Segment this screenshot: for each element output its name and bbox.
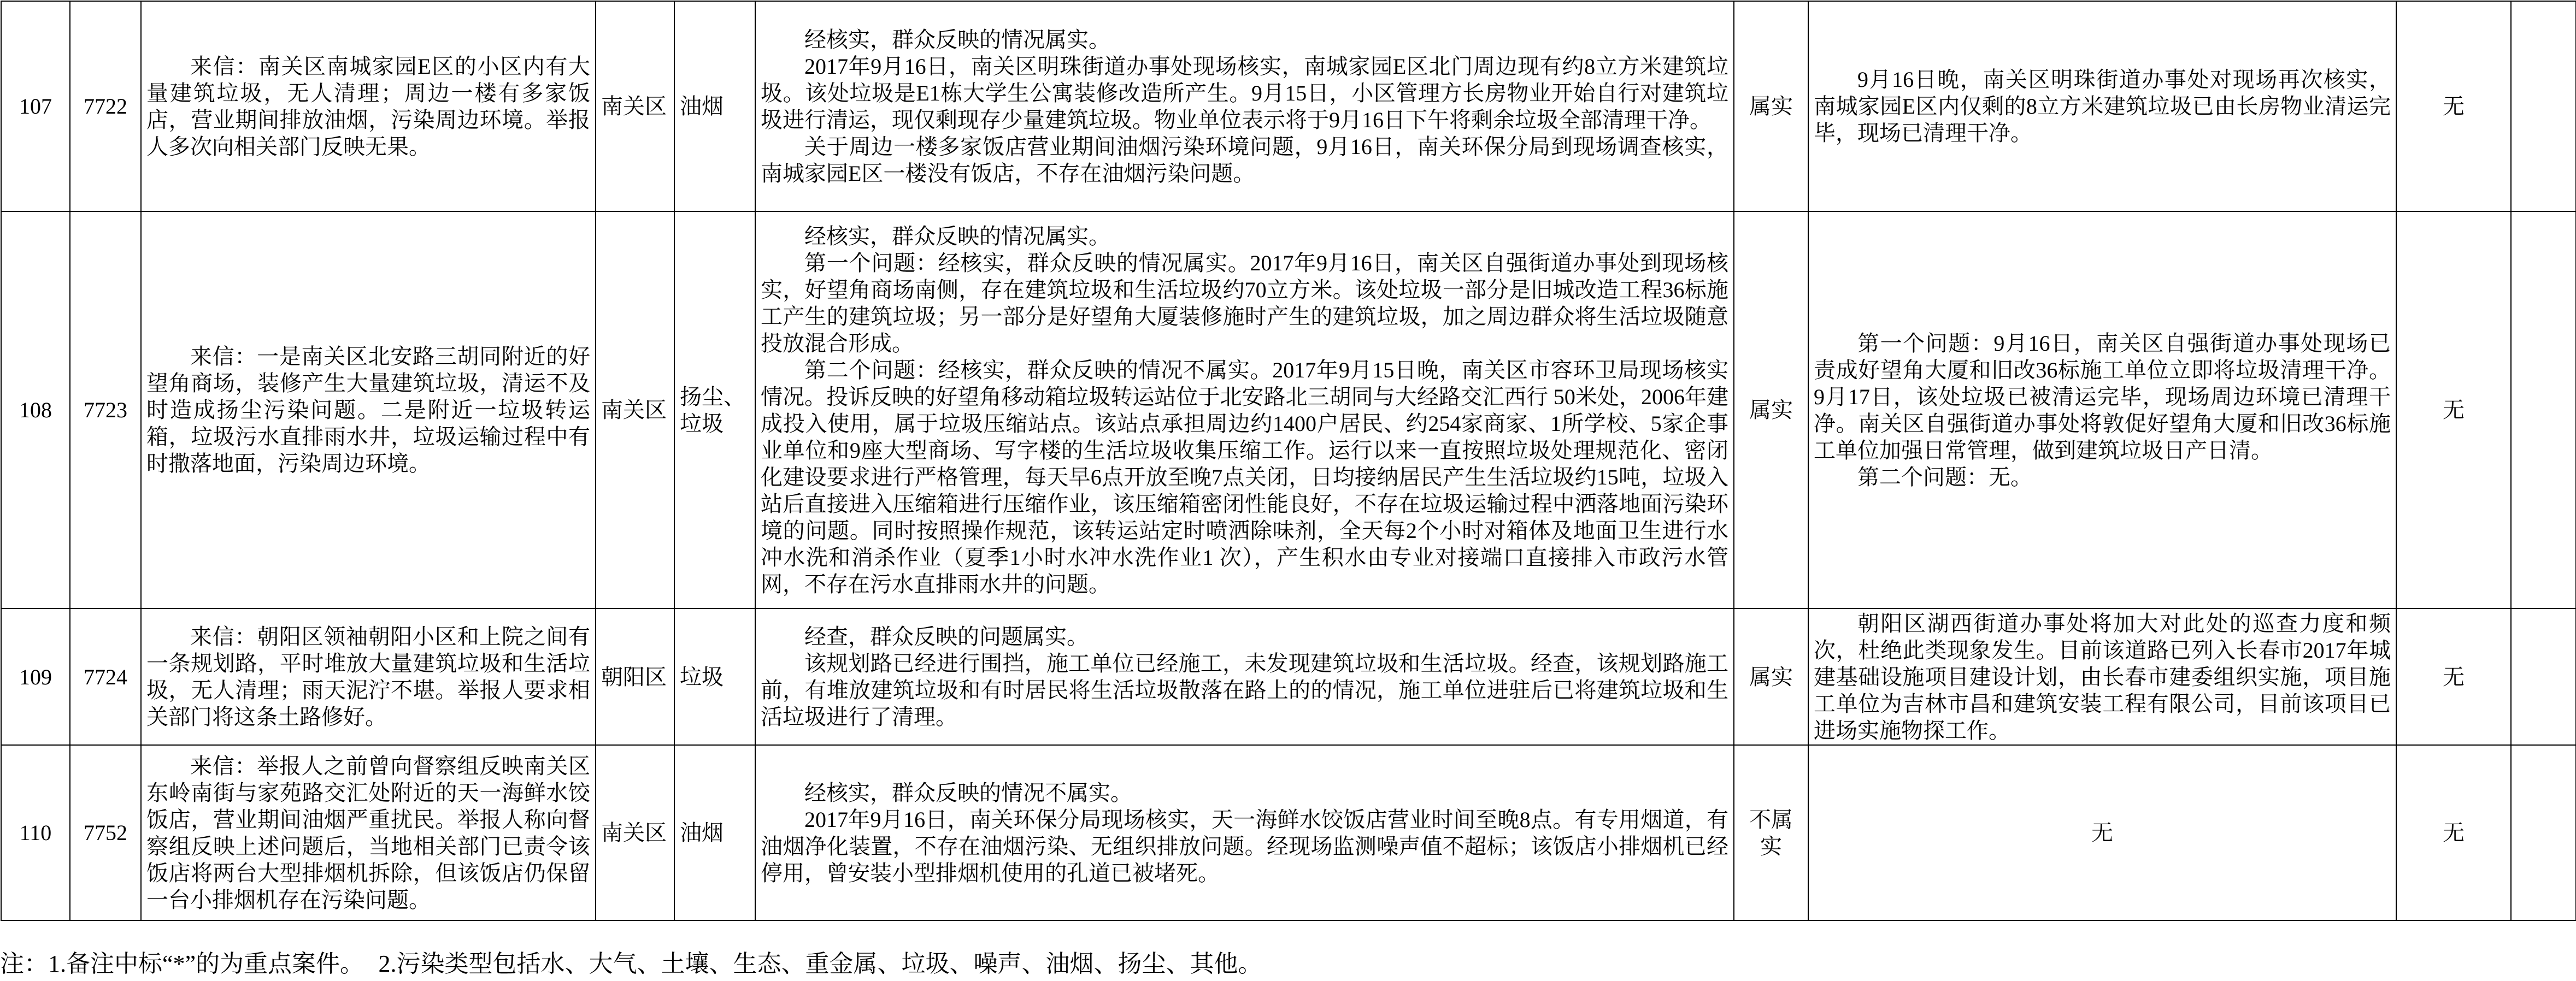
letter-text: 来信：举报人之前曾向督察组反映南关区东岭南街与家苑路交汇处附近的天一海鲜水饺饭店，营业期间油烟严重扰民。举报人称向督察组反映上述问题后，当地相关部门已责令该饭店将两台大型排烟机拆除，但该饭店仍保留一台小排烟机存在污染问题。 bbox=[146, 753, 590, 912]
table-row bbox=[1, 211, 2576, 608]
accountability-cell: 无 bbox=[2396, 211, 2511, 608]
verification-paragraph: 第二个问题：经核实，群众反映的情况不属实。2017年9月15日晚，南关区市容环卫局现场核实情况。投诉反映的好望角移动箱垃圾转运站位于北安路北三胡同与大经路交汇西行 50米处，2006年建成投入使用，属于垃圾压缩站点。该站点承担周边约1400户居民、约254家商家、1所学校、5家企事业单位和9座大型商场、写字楼的生活垃圾收集压缩工作。运行以来一直按照垃圾处理规范化、密闭化建设要求进行严格管理，每天早6点开放至晚7点关闭，日均接纳居民产生生活垃圾约15吨，垃圾入站后直接进入压缩箱进行压缩作业，该压缩箱密闭性能良好，不存在垃圾运输过程中洒落地面污染环境的问题。同时按照操作规范，该转运站定时喷洒除味剂，全天每2个小时对箱体及地面卫生进行水冲水洗和消杀作业（夏季1小时水冲水洗作业1 次），产生积水由专业对接端口直接排入市政污水管网，不存在污水直排雨水井的问题。 bbox=[761, 357, 1728, 596]
remark-cell bbox=[2511, 211, 2576, 608]
verification-paragraph: 2017年9月16日，南关环保分局现场核实，天一海鲜水饺饭店营业时间至晚8点。有专用烟道，有油烟净化装置，不存在油烟污染、无组织排放问题。经现场监测噪声值不超标；该饭店小排烟机已经停用，曾安装小型排烟机使用的孔道已被堵死。 bbox=[761, 807, 1728, 885]
remark-cell bbox=[2511, 745, 2576, 920]
verification-paragraph: 经核实，群众反映的情况属实。 bbox=[804, 27, 1110, 52]
verification-paragraph: 2017年9月16日，南关区明珠街道办事处现场核实，南城家园E区北门周边现有约8立方米建筑垃圾。该处垃圾是E1栋大学生公寓装修改造所产生。9月15日，小区管理方长房物业开始自行对建筑垃圾进行清运，现仅剩现存少量建筑垃圾。物业单位表示将于9月16日下午将剩余垃圾全部清理干净。 bbox=[761, 54, 1728, 132]
row-index-cell: 108 bbox=[1, 211, 70, 608]
rectification-paragraph: 无 bbox=[2091, 820, 2113, 845]
row-index-cell: 109 bbox=[1, 608, 70, 745]
complaint-table bbox=[1, 1, 2576, 921]
letter-text: 来信：朝阳区领袖朝阳小区和上院之间有一条规划路，平时堆放大量建筑垃圾和生活垃圾，无人清理；雨天泥泞不堪。举报人要求相关部门将这条土路修好。 bbox=[146, 624, 590, 729]
rectification-cell bbox=[1808, 608, 2396, 745]
table-row bbox=[1, 745, 2576, 920]
letter-text: 来信：南关区南城家园E区的小区内有大量建筑垃圾，无人清理；周边一楼有多家饭店，营业期间排放油烟，污染周边环境。举报人多次向相关部门反映无果。 bbox=[146, 54, 590, 159]
letter-content-cell bbox=[141, 1, 596, 211]
case-number-cell: 7724 bbox=[70, 608, 141, 745]
pollution-type-cell: 油烟 bbox=[674, 745, 755, 920]
rectification-paragraph: 第一个问题：9月16日，南关区自强街道办事处现场已责成好望角大厦和旧改36标施工单位立即将垃圾清理干净。9月17日，该处垃圾已被清运完毕，现场周边环境已清理干净。南关区自强街道办事处将敦促好望角大厦和旧改36标施工单位加强日常管理，做到建筑垃圾日产日清。 bbox=[1814, 330, 2391, 463]
rectification-paragraph: 9月16日晚，南关区明珠街道办事处对现场再次核实，南城家园E区内仅剩的8立方米建筑垃圾已由长房物业清运完毕，现场已清理干净。 bbox=[1814, 67, 2391, 145]
letter-text: 来信：一是南关区北安路三胡同附近的好望角商场，装修产生大量建筑垃圾，清运不及时造成扬尘污染问题。二是附近一垃圾转运箱，垃圾污水直排雨水井，垃圾运输过程中有时撒落地面，污染周边环境。 bbox=[146, 344, 590, 476]
verification-paragraph: 经查，群众反映的问题属实。 bbox=[804, 624, 1089, 649]
pollution-type-cell: 垃圾 bbox=[674, 608, 755, 745]
district-cell: 南关区 bbox=[596, 211, 674, 608]
pollution-type-cell: 油烟 bbox=[674, 1, 755, 211]
letter-content-cell bbox=[141, 608, 596, 745]
verified-status-cell: 不属实 bbox=[1734, 745, 1808, 920]
verified-status-cell: 属实 bbox=[1734, 1, 1808, 211]
district-cell: 朝阳区 bbox=[596, 608, 674, 745]
district-cell: 南关区 bbox=[596, 1, 674, 211]
case-number-cell: 7722 bbox=[70, 1, 141, 211]
accountability-cell: 无 bbox=[2396, 1, 2511, 211]
verification-cell bbox=[755, 745, 1734, 920]
verified-status-cell: 属实 bbox=[1734, 608, 1808, 745]
pollution-type-cell: 扬尘、垃圾 bbox=[674, 211, 755, 608]
case-number-cell: 7723 bbox=[70, 211, 141, 608]
case-number-cell: 7752 bbox=[70, 745, 141, 920]
table-row bbox=[1, 608, 2576, 745]
remark-cell bbox=[2511, 1, 2576, 211]
row-index-cell: 107 bbox=[1, 1, 70, 211]
accountability-cell: 无 bbox=[2396, 608, 2511, 745]
verification-paragraph: 经核实，群众反映的情况不属实。 bbox=[804, 780, 1132, 805]
row-index-cell: 110 bbox=[1, 745, 70, 920]
district-cell: 南关区 bbox=[596, 745, 674, 920]
rectification-paragraph: 第二个问题：无。 bbox=[1857, 464, 2032, 489]
rectification-cell bbox=[1808, 745, 2396, 920]
verification-paragraph: 该规划路已经进行围挡，施工单位已经施工，未发现建筑垃圾和生活垃圾。经查，该规划路施工前，有堆放建筑垃圾和有时居民将生活垃圾散落在路上的的情况，施工单位进驻后已将建筑垃圾和生活垃圾进行了清理。 bbox=[761, 651, 1728, 729]
rectification-cell bbox=[1808, 211, 2396, 608]
verification-cell bbox=[755, 211, 1734, 608]
accountability-cell: 无 bbox=[2396, 745, 2511, 920]
verification-paragraph: 关于周边一楼多家饭店营业期间油烟污染环境问题，9月16日，南关环保分局到现场调查核实，南城家园E区一楼没有饭店，不存在油烟污染问题。 bbox=[761, 134, 1728, 186]
footnote bbox=[0, 950, 1262, 978]
verified-status-cell: 属实 bbox=[1734, 211, 1808, 608]
verification-paragraph: 第一个问题：经核实，群众反映的情况属实。2017年9月16日，南关区自强街道办事处到现场核实，好望角商场南侧，存在建筑垃圾和生活垃圾约70立方米。该处垃圾一部分是旧城改造工程36标施工产生的建筑垃圾；另一部分是好望角大厦装修施时产生的建筑垃圾，加之周边群众将生活垃圾随意投放混合形成。 bbox=[761, 250, 1728, 356]
verification-cell bbox=[755, 1, 1734, 211]
remark-cell bbox=[2511, 608, 2576, 745]
table-row bbox=[1, 1, 2576, 211]
verification-cell bbox=[755, 608, 1734, 745]
verification-paragraph: 经核实，群众反映的情况属实。 bbox=[804, 223, 1110, 249]
rectification-paragraph: 朝阳区湖西街道办事处将加大对此处的巡查力度和频次，杜绝此类现象发生。目前该道路已列入长春市2017年城建基础设施项目建设计划，由长春市建委组织实施，项目施工单位为吉林市昌和建筑安装工程有限公司，目前该项目已进场实施物探工作。 bbox=[1814, 611, 2391, 743]
letter-content-cell bbox=[141, 745, 596, 920]
footnote-part-1: 注：1.备注中标“*”的为重点案件。 bbox=[0, 950, 364, 977]
letter-content-cell bbox=[141, 211, 596, 608]
rectification-cell bbox=[1808, 1, 2396, 211]
footnote-part-2: 2.污染类型包括水、大气、土壤、生态、重金属、垃圾、噪声、油烟、扬尘、其他。 bbox=[378, 950, 1262, 977]
